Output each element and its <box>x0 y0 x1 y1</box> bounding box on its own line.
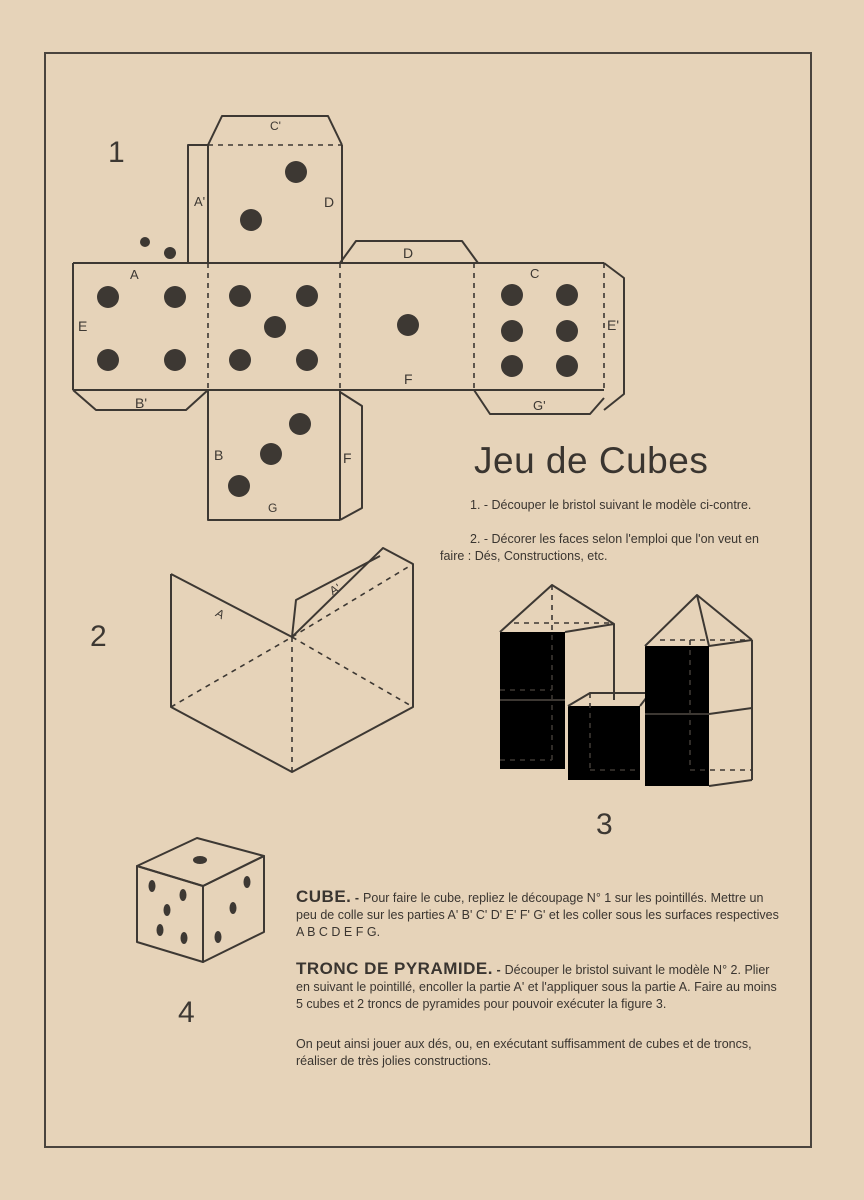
cube-heading: CUBE. <box>296 887 352 906</box>
label-g-prime: G' <box>533 398 546 413</box>
label-e: E <box>78 318 88 334</box>
figure-number-4: 4 <box>178 996 195 1029</box>
pyramid-net <box>171 548 413 772</box>
figure-number-3: 3 <box>596 808 613 841</box>
figure-number-2: 2 <box>90 620 107 653</box>
tronc-heading-dash: - <box>496 963 502 977</box>
die <box>137 838 264 962</box>
tronc-paragraph <box>296 960 780 1013</box>
construction <box>500 585 752 786</box>
label-e-prime: E' <box>607 317 620 333</box>
label-b-prime: B' <box>135 395 148 411</box>
label-d-top: D <box>403 245 414 261</box>
tronc-heading: TRONC DE PYRAMIDE. <box>296 959 493 978</box>
figure-number-1: 1 <box>108 136 125 169</box>
pyramid-label-a: A <box>213 605 227 623</box>
cube-heading-dash: - <box>354 891 360 905</box>
label-f-side: F <box>343 450 352 466</box>
label-c-prime: C' <box>270 119 281 133</box>
pyramid-label-a-prime: A' <box>327 580 343 599</box>
page-title: Jeu de Cubes <box>474 440 709 481</box>
label-c: C <box>530 266 540 281</box>
cube-text: Pour faire le cube, repliez le découpage N° 1 sur les pointillés. Mettre un peu de colle sur les parties A' B' C' D' E' F' G' et les coller sous les surfaces respectives A B C D E F G. <box>296 891 779 939</box>
tronc-text: Découper le bristol suivant le modèle N° 2. Plier en suivant le pointillé, encoller la partie A' et l'appliquer sous la partie A. Faire au moins 5 cubes et 2 troncs de pyramides pour pouvoir exécuter la figure 3. <box>296 963 777 1011</box>
label-b: B <box>214 447 224 463</box>
label-a-prime: A' <box>194 194 206 209</box>
closing-paragraph: On peut ainsi jouer aux dés, ou, en exécutant suffisamment de cubes et de troncs, réaliser de très jolies constructions. <box>296 1037 752 1068</box>
instruction-step-1: 1. - Découper le bristol suivant le modèle ci-contre. <box>470 498 752 512</box>
label-f: F <box>404 371 413 387</box>
label-d-right: D <box>324 194 335 210</box>
cube-paragraph <box>296 888 780 941</box>
label-a: A <box>130 267 139 282</box>
instruction-step-2: 2. - Décorer les faces selon l'emploi que l'on veut en faire : Dés, Constructions, etc. <box>440 532 759 563</box>
label-g: G <box>268 501 278 515</box>
